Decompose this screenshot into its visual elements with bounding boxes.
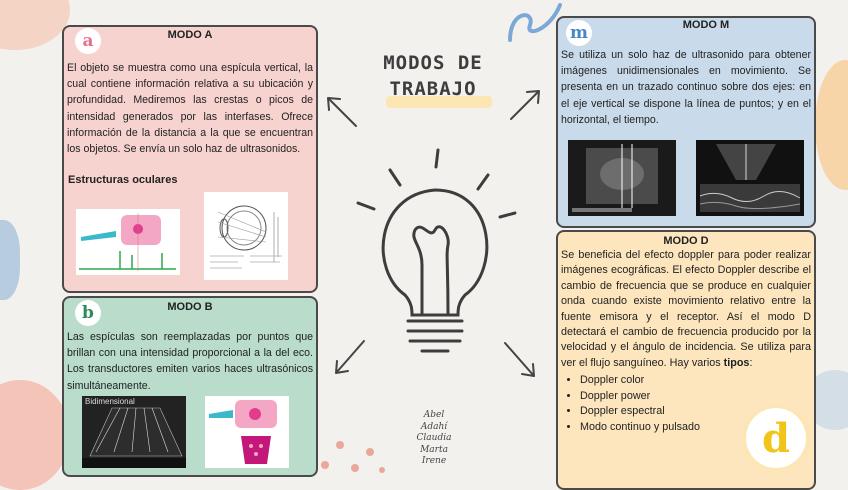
ascan-diagram-image	[76, 209, 180, 275]
modo-a-subheading: Estructuras oculares	[68, 174, 178, 187]
lightbulb-icon	[350, 145, 520, 375]
list-item: • Doppler espectral	[580, 404, 814, 420]
bmode-ultrasound-image	[82, 396, 186, 468]
author-name: Adahí	[420, 421, 448, 432]
mmode-ultrasound-image-1	[568, 140, 676, 216]
arrow-to-modo-a	[322, 92, 362, 132]
modo-d-text-main: Se beneficia del efecto doppler para poder realizar imágenes ecográficas. El efecto Doppler describe el cambio de frecuencia que se produce en cualquier onda cuando existe movimiento relativo entre la fuente emisora y el receptor. Así el modo D detectará el cambio de frecuencia producido por la velocidad y el ángulo de incidencia. Se utiliza para ver el flujo sanguíneo. Hay varios	[561, 249, 811, 369]
eye-anatomy-image	[204, 192, 288, 280]
mmode-ultrasound-image-2	[696, 140, 804, 216]
card-modo-a	[62, 25, 318, 293]
bmode-image-label: Bidimensional	[85, 397, 135, 406]
page-title	[378, 50, 488, 102]
decor-blob-blue	[0, 220, 20, 300]
modo-d-text-bold: tipos	[723, 356, 750, 369]
modo-b-heading: MODO B	[167, 301, 213, 313]
badge-b: b	[75, 300, 101, 326]
arrow-to-modo-m	[505, 85, 545, 125]
modo-m-text: Se utiliza un solo haz de ultrasonido para obtener imágenes unidimensionales en movimiento. Se presenta en un trazado continuo sobre dos ejes: en el eje vertical se dispone la línea de puntos; y en el horizontal, el tiempo.	[561, 49, 811, 126]
modo-a-text: El objeto se muestra como una espícula vertical, la cual contiene información relativa a su ubicación y profundidad. Mediremos las crestas o picos de intensidad generados por las interfases. Ofrece información de la distancia a la que se encuentran los objetos. Se envía un solo haz de ultrasonidos.	[67, 62, 313, 156]
list-item: • Doppler power	[580, 389, 814, 405]
badge-a: a	[75, 28, 101, 54]
modo-m-heading: MODO M	[682, 19, 730, 31]
badge-m: m	[566, 20, 592, 46]
list-item: • Doppler color	[580, 373, 814, 389]
modo-d-heading: MODO D	[663, 235, 709, 247]
modo-d-text-colon: :	[749, 356, 753, 369]
author-name: Abel	[423, 410, 445, 420]
page-title-line1: MODOS DE	[383, 52, 483, 74]
decor-blob-peach	[0, 0, 70, 50]
bmode-diagram-image	[205, 396, 289, 468]
decor-blob-orange	[815, 60, 848, 190]
author-names	[404, 410, 464, 468]
badge-d: d	[746, 408, 806, 468]
author-name: Claudia	[416, 433, 452, 443]
modo-a-heading: MODO A	[167, 29, 213, 41]
author-name: Marta	[420, 444, 448, 455]
card-modo-m	[556, 16, 816, 228]
card-modo-b	[62, 296, 318, 477]
decor-blob-pink	[0, 380, 70, 490]
author-name: Irene	[421, 456, 447, 466]
modo-d-text	[561, 248, 811, 371]
list-item: • Modo continuo y pulsado	[580, 420, 814, 436]
modo-b-text: Las espículas son reemplazadas por puntos que brillan con una intensidad proporcional a la del eco. Los transductores emiten varios haces ultrasónicos simultáneamente.	[67, 331, 313, 392]
page-title-line2: TRABAJO	[389, 78, 477, 100]
